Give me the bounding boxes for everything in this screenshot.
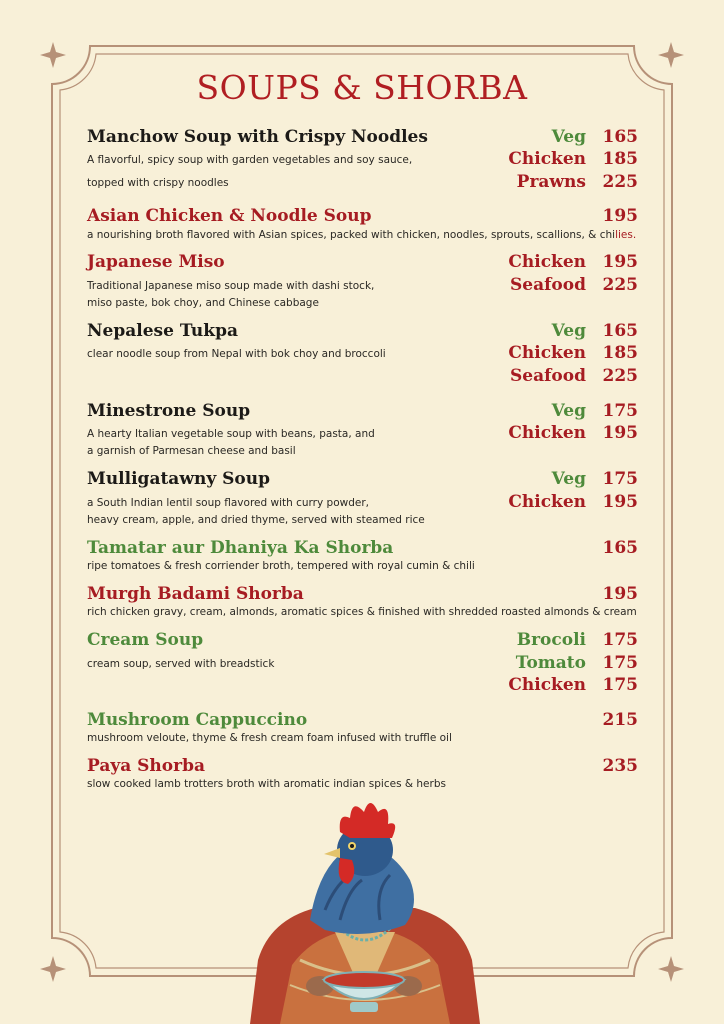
variant-label: Veg — [551, 321, 586, 341]
item-name: Tamatar aur Dhaniya Ka Shorba — [87, 538, 394, 558]
sparkle-icon — [40, 42, 66, 68]
price: 195 — [602, 492, 638, 512]
price: 175 — [602, 401, 638, 421]
price: 165 — [602, 321, 638, 341]
variant-label: Chicken — [508, 492, 586, 512]
price: 225 — [602, 366, 638, 386]
item-description: a nourishing broth flavored with Asian spices, packed with chicken, noodles, sprouts, scallions, & chilies. — [87, 229, 637, 241]
item-description: cream soup, served with breadstick — [87, 658, 275, 670]
price: 235 — [602, 756, 638, 776]
price: 175 — [602, 653, 638, 673]
item-name: Manchow Soup with Crispy Noodles — [87, 127, 428, 147]
item-description: A flavorful, spicy soup with garden vegetables and soy sauce, — [87, 154, 413, 166]
item-name: Cream Soup — [87, 630, 204, 650]
item-description: rich chicken gravy, cream, almonds, aromatic spices & finished with shredded roasted almonds & cream — [87, 606, 637, 618]
variant-label: Veg — [551, 401, 586, 421]
page-title: SOUPS & SHORBA — [196, 68, 528, 107]
item-description: miso paste, bok choy, and Chinese cabbage — [87, 297, 319, 309]
sparkle-icon — [40, 956, 66, 982]
variant-label: Veg — [551, 127, 586, 147]
price: 195 — [602, 252, 638, 272]
item-description: a South Indian lentil soup flavored with curry powder, — [87, 497, 369, 509]
item-description: ripe tomatoes & fresh corriender broth, tempered with royal cumin & chili — [87, 560, 475, 572]
variant-label: Veg — [551, 469, 586, 489]
price: 185 — [602, 149, 638, 169]
item-name: Asian Chicken & Noodle Soup — [87, 206, 372, 226]
price: 215 — [602, 710, 638, 730]
item-name: Paya Shorba — [87, 756, 205, 776]
item-description: heavy cream, apple, and dried thyme, served with steamed rice — [87, 514, 425, 526]
sparkle-icon — [658, 42, 684, 68]
price: 175 — [602, 675, 638, 695]
item-name: Nepalese Tukpa — [87, 321, 238, 341]
variant-label: Chicken — [508, 252, 586, 272]
item-description: mushroom veloute, thyme & fresh cream foam infused with truffle oil — [87, 732, 452, 744]
item-description: A hearty Italian vegetable soup with beans, pasta, and — [87, 428, 375, 440]
rooster-illustration — [240, 790, 490, 1024]
price: 225 — [602, 172, 638, 192]
variant-label: Brocoli — [516, 630, 586, 650]
item-description: a garnish of Parmesan cheese and basil — [87, 445, 296, 457]
variant-label: Prawns — [516, 172, 586, 192]
price: 165 — [602, 127, 638, 147]
price: 165 — [602, 538, 638, 558]
sparkle-icon — [658, 956, 684, 982]
variant-label: Chicken — [508, 423, 586, 443]
item-name: Mushroom Cappuccino — [87, 710, 308, 730]
variant-label: Seafood — [510, 275, 586, 295]
variant-label: Chicken — [508, 675, 586, 695]
price: 185 — [602, 343, 638, 363]
price: 175 — [602, 630, 638, 650]
item-description: topped with crispy noodles — [87, 177, 229, 189]
variant-label: Seafood — [510, 366, 586, 386]
item-name: Japanese Miso — [87, 252, 225, 272]
item-description: slow cooked lamb trotters broth with aromatic indian spices & herbs — [87, 778, 446, 790]
item-name: Murgh Badami Shorba — [87, 584, 304, 604]
item-description: clear noodle soup from Nepal with bok choy and broccoli — [87, 348, 386, 360]
variant-label: Chicken — [508, 343, 586, 363]
variant-label: Chicken — [508, 149, 586, 169]
variant-label: Tomato — [515, 653, 586, 673]
item-name: Minestrone Soup — [87, 401, 251, 421]
price: 195 — [602, 206, 638, 226]
item-name: Mulligatawny Soup — [87, 469, 270, 489]
price: 195 — [602, 423, 638, 443]
price: 225 — [602, 275, 638, 295]
price: 195 — [602, 584, 638, 604]
item-description: Traditional Japanese miso soup made with dashi stock, — [87, 280, 375, 292]
price: 175 — [602, 469, 638, 489]
